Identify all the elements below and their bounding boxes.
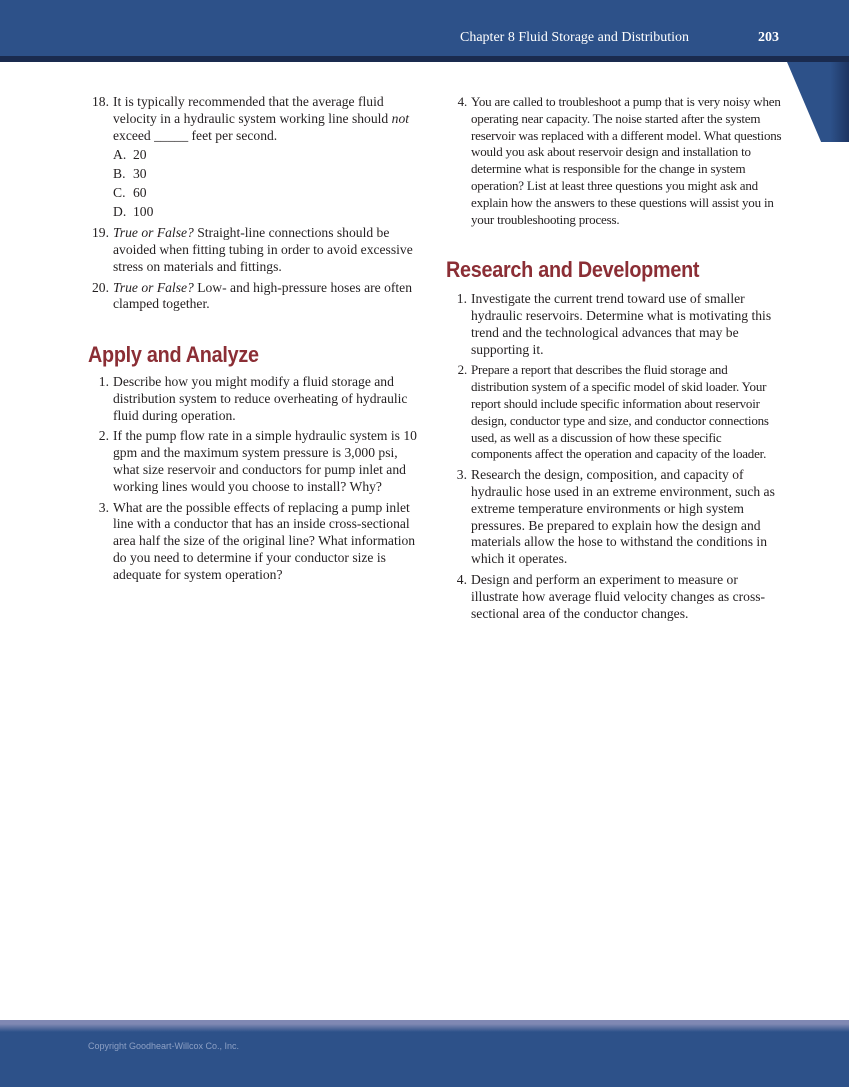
- question-18: [88, 94, 423, 221]
- question-text: Low- and high-pressure hoses are often clamped together.: [113, 279, 412, 312]
- question-text: It is typically recommended that the average fluid velocity in a hydraulic system working line should: [113, 94, 392, 126]
- item-text: You are called to troubleshoot a pump that is very noisy when operating near capacity. The noise started after the system reservoir was replaced with a different model. What questions would you ask about reservoir design and installation to determine what is responsible for the change in system operation? List at least three questions you might ask and explain how the answers to these questions will assist you in your troubleshooting process.: [471, 94, 782, 227]
- question-20: [88, 280, 423, 314]
- item-text: Design and perform an experiment to measure or illustrate how average fluid velocity changes as cross-sectional area of the conductor changes.: [471, 571, 766, 621]
- chapter-title: Chapter 8 Fluid Storage and Distribution: [460, 30, 690, 45]
- apply-analyze-heading: Apply and Analyze: [88, 342, 259, 368]
- left-column: [88, 94, 423, 587]
- item-text: Describe how you might modify a fluid storage and distribution system to reduce overheating of hydraulic fluid during operation.: [113, 373, 408, 423]
- item-number: 1.: [98, 373, 109, 389]
- item-text: If the pump flow rate in a simple hydraulic system is 10 gpm and the maximum system pressure is 3,000 psi, what size reservoir and conductors for pump inlet and working lines would you choose to install? Why?: [113, 428, 417, 494]
- item-number: 18.: [92, 94, 109, 109]
- item-number: 20.: [92, 279, 109, 295]
- research-item-3: [446, 467, 782, 568]
- item-number: 1.: [456, 291, 467, 307]
- option-b: B. 30: [113, 165, 147, 181]
- item-number: 3.: [456, 467, 467, 483]
- option-a: A. 20: [113, 146, 147, 162]
- option-d: D. 100: [113, 204, 154, 220]
- item-number: 4.: [457, 94, 467, 109]
- item-text: Investigate the current trend toward use of smaller hydraulic reservoirs. Determine what is motivating this trend and the technological advances that may be supporting it.: [471, 291, 772, 357]
- page-number: 203: [758, 30, 779, 45]
- emphasis: True or False?: [113, 225, 194, 241]
- item-text: What are the possible effects of replacing a pump inlet line with a conductor that has an inside cross-sectional area half the size of the original line? What information do you need to determine if your conductor size is adequate for system operation?: [113, 499, 416, 582]
- apply-item-1: [88, 374, 423, 424]
- page-footer-band: [0, 1020, 849, 1087]
- emphasis: True or False?: [113, 279, 194, 295]
- item-text: Prepare a report that describes the fluid storage and distribution system of a specific model of skid loader. Your report should include specific information about reservoir design, conductor type and size, and conductor connections used, as well as a discussion of how these specific components affect the operation and capacity of the loader.: [471, 362, 769, 462]
- emphasis: not: [391, 110, 410, 126]
- page-header-band: [0, 0, 849, 62]
- header-side-tab: [787, 62, 849, 142]
- item-number: 19.: [92, 225, 109, 241]
- item-number: 4.: [456, 571, 467, 587]
- research-item-1: [446, 291, 782, 358]
- apply-item-3: [88, 500, 423, 584]
- question-text: exceed _____ feet per second.: [113, 127, 278, 143]
- item-number: 3.: [98, 499, 109, 515]
- item-text: Research the design, composition, and capacity of hydraulic hose used in an extreme environment, such as extreme temperature environments or high system pressures. Be prepared to explain how the design and materials allow the hose to withstand the conditions in which it operates.: [471, 467, 775, 567]
- research-item-2: [446, 362, 782, 463]
- question-19: [88, 225, 423, 275]
- right-column: [446, 94, 782, 626]
- research-item-4: [446, 572, 782, 622]
- item-number: 2.: [457, 362, 467, 378]
- item-number: 2.: [98, 428, 109, 444]
- apply-item-4: [446, 94, 782, 228]
- apply-item-2: [88, 428, 423, 495]
- research-development-heading: Research and Development: [446, 257, 700, 283]
- question-text: Straight-line connections should be avoided when fitting tubing in order to avoid excessive stress on materials and fittings.: [113, 225, 413, 274]
- option-c: C. 60: [113, 185, 147, 201]
- copyright-notice: Copyright Goodheart-Willcox Co., Inc.: [88, 1041, 240, 1051]
